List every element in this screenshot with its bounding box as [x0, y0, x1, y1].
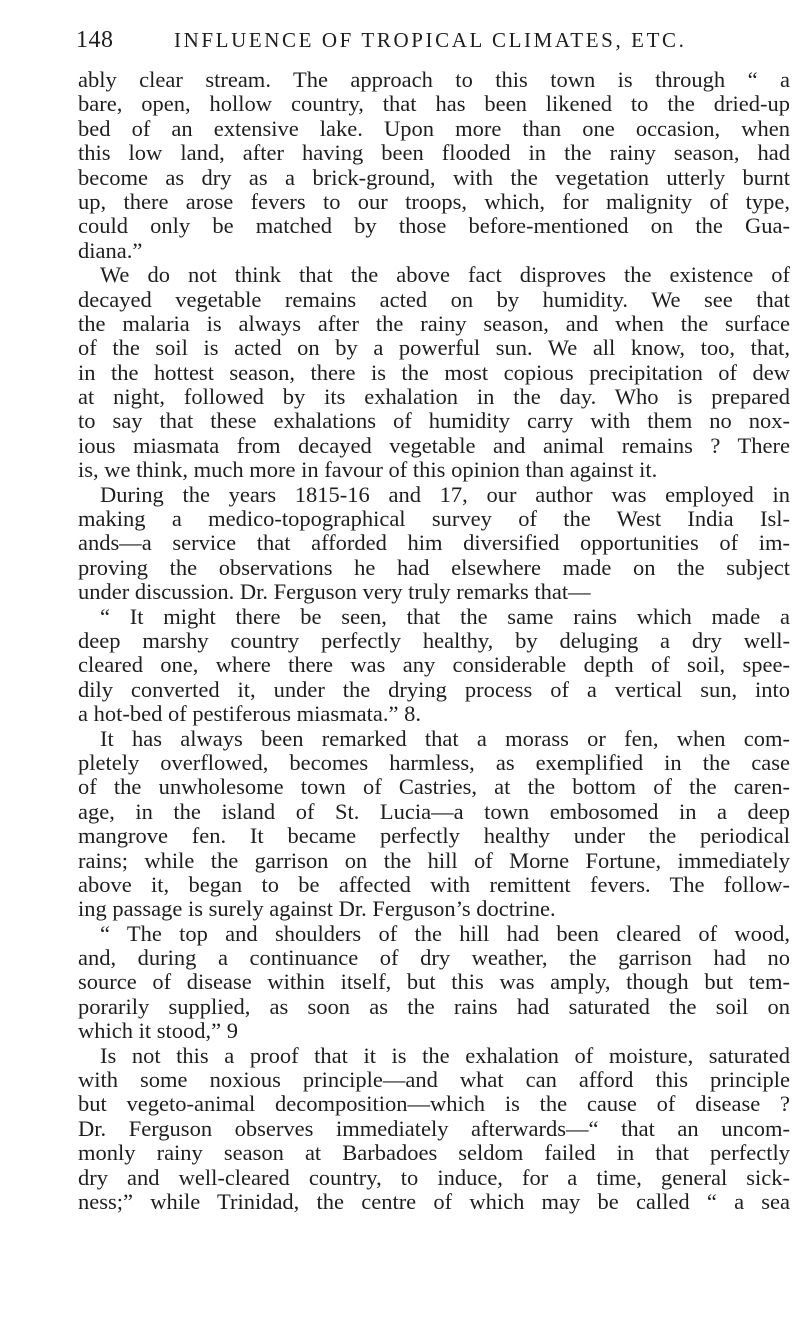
text-line: Is not this a proof that it is the exhalation of moisture, saturated	[100, 1042, 790, 1068]
text-line: ious miasmata from decayed vegetable and animal remains ? There	[78, 432, 790, 458]
text-line: ably clear stream. The approach to this town is through “ a	[78, 67, 790, 92]
text-line: porarily supplied, as soon as the rains had saturated the soil on	[78, 993, 790, 1019]
text-line: to say that these exhalations of humidity carry with them no nox-	[78, 408, 790, 434]
text-line: “ The top and shoulders of the hill had been cleared of wood,	[100, 920, 790, 946]
text-line: dry and well-cleared country, to induce, for a time, general sick-	[78, 1164, 790, 1190]
text-line: become as dry as a brick-ground, with the vegetation utterly burnt	[78, 164, 790, 190]
text-line: proving the observations he had elsewhere made on the subject	[78, 554, 790, 580]
text-line: cleared one, where there was any considerable depth of soil, spee-	[78, 652, 790, 678]
text-line: a hot-bed of pestiferous miasmata.” 8.	[78, 701, 422, 727]
text-line: source of disease within itself, but this was amply, though but tem-	[78, 969, 790, 995]
text-line: monly rainy season at Barbadoes seldom failed in that perfectly	[78, 1140, 790, 1166]
text-line: age, in the island of St. Lucia—a town embosomed in a deep	[78, 798, 790, 824]
body-text	[78, 68, 790, 1214]
text-line: in the hottest season, there is the most copious precipitation of dew	[78, 359, 790, 385]
text-line: ing passage is surely against Dr. Ferguson’s doctrine.	[78, 896, 556, 922]
text-line: bare, open, hollow country, that has been likened to the dried-up	[78, 91, 790, 117]
text-line: bed of an extensive lake. Upon more than one occasion, when	[78, 115, 790, 141]
text-line: dily converted it, under the drying process of a vertical sun, into	[78, 676, 790, 702]
text-line: mangrove fen. It became perfectly healthy under the periodical	[78, 823, 790, 849]
text-line: above it, began to be affected with remittent fevers. The follow-	[78, 871, 790, 897]
text-line: deep marshy country perfectly healthy, by deluging a dry well-	[78, 627, 790, 653]
text-line: this low land, after having been flooded in the rainy season, had	[78, 140, 790, 166]
text-line: is, we think, much more in favour of this opinion than against it.	[78, 457, 658, 483]
text-line: which it stood,” 9	[78, 1018, 238, 1044]
text-line: Dr. Ferguson observes immediately afterwards—“ that an uncom-	[78, 1115, 790, 1141]
text-line: of the unwholesome town of Castries, at the bottom of the caren-	[78, 774, 790, 800]
text-line: with some noxious principle—and what can afford this principle	[78, 1067, 790, 1093]
text-line: ands—a service that afforded him diversified opportunities of im-	[78, 530, 790, 556]
text-line: the malaria is always after the rainy season, and when the surface	[78, 310, 790, 336]
text-line: and, during a continuance of dry weather, the garrison had no	[78, 945, 790, 971]
text-line: decayed vegetable remains acted on by humidity. We see that	[78, 286, 790, 312]
text-line: We do not think that the above fact disproves the existence of	[100, 262, 790, 288]
text-line: under discussion. Dr. Ferguson very truly remarks that—	[78, 579, 591, 605]
text-line: of the soil is acted on by a powerful sun. We all know, too, that,	[78, 335, 790, 361]
text-line: making a medico-topographical survey of the West India Isl-	[78, 506, 790, 532]
text-line: but vegeto-animal decomposition—which is the cause of disease ?	[78, 1091, 790, 1117]
text-line: rains; while the garrison on the hill of Morne Fortune, immediately	[78, 847, 790, 873]
text-line: could only be matched by those before-mentioned on the Gua-	[78, 213, 790, 239]
text-line: pletely overflowed, becomes harmless, as exemplified in the case	[78, 749, 790, 775]
running-head: INFLUENCE OF TROPICAL CLIMATES, ETC.	[174, 27, 687, 52]
text-line: It has always been remarked that a morass or fen, when com-	[100, 725, 790, 751]
text-line: “ It might there be seen, that the same rains which made a	[100, 603, 790, 629]
text-line: ness;” while Trinidad, the centre of which may be called “ a sea	[78, 1188, 790, 1214]
text-line: diana.”	[78, 237, 143, 263]
page-number: 148	[76, 26, 114, 53]
text-line: During the years 1815-16 and 17, our author was employed in	[100, 481, 790, 507]
page-header	[76, 18, 776, 62]
text-line: at night, followed by its exhalation in the day. Who is prepared	[78, 384, 790, 410]
text-line: up, there arose fevers to our troops, which, for malignity of type,	[78, 188, 790, 214]
